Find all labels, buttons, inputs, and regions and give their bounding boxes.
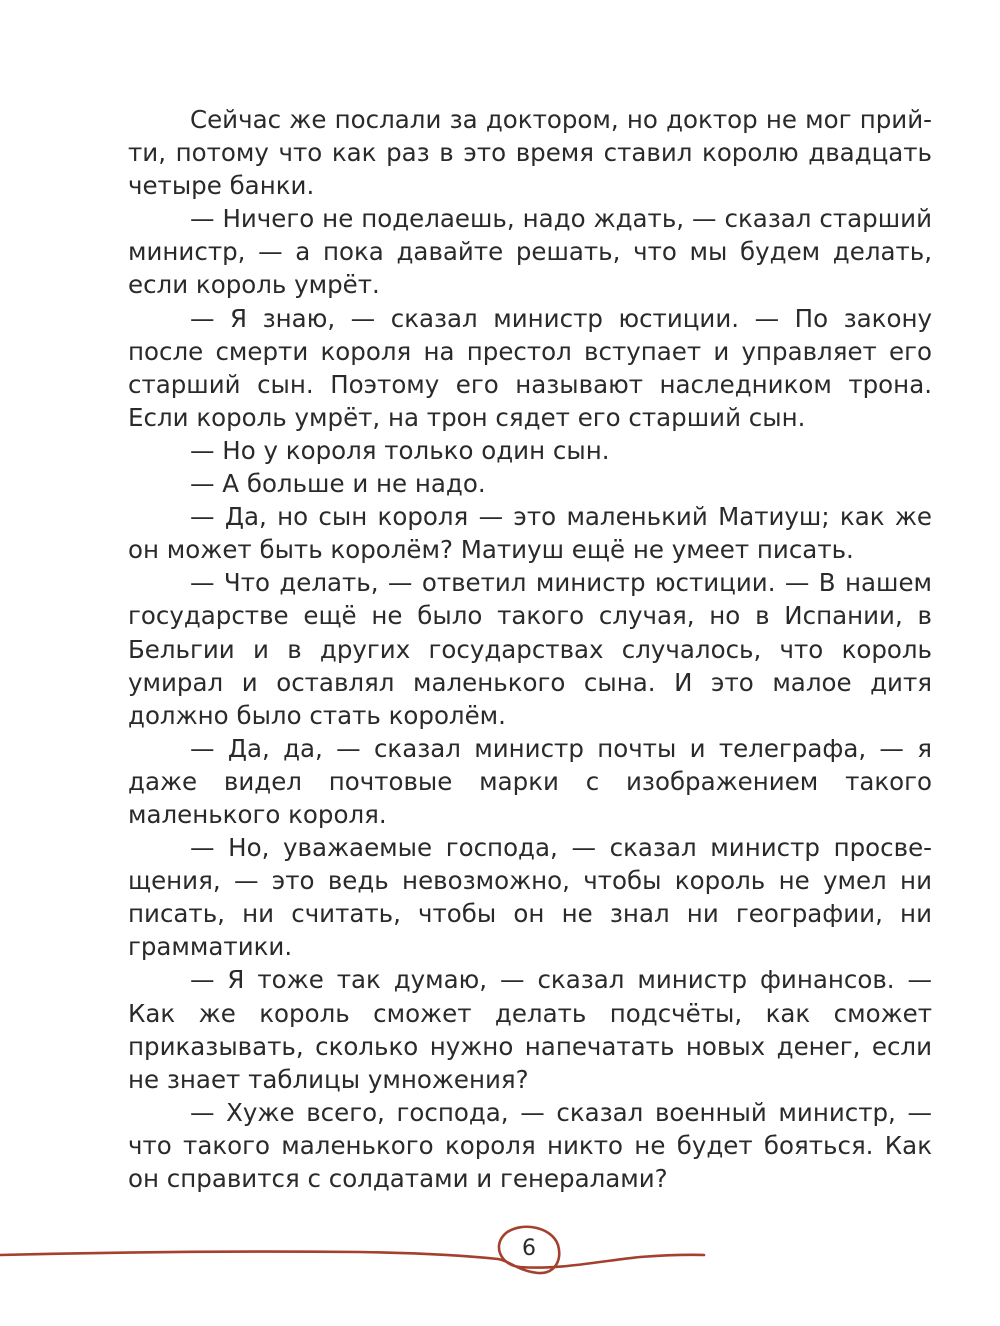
footer-ornament <box>0 1205 1000 1295</box>
paragraph-6: — Да, но сын короля — это маленький Матиуш; как же он может быть королём? Матиуш ещё не умеет писать. <box>128 502 932 565</box>
paragraph-11: — Хуже всего, господа, — сказал военный министр, — что такого маленького короля никто не будет бояться. Как он справится с солдатами и генералами? <box>128 1097 932 1193</box>
page-number: 6 <box>522 1236 536 1261</box>
paragraph-9: — Но, уважаемые господа, — сказал министр просвещения, — это ведь невозможно, чтобы король не умел ни писать, ни считать, чтобы он не знал ни географии, ни грамматики. <box>128 833 932 962</box>
footer-swirl-line <box>0 1227 704 1273</box>
paragraph-1: Сейчас же послали за доктором, но доктор не мог прийти, потому что как раз в это время ставил королю двадцать четыре банки. <box>128 105 932 201</box>
paragraph-10: — Я тоже так думаю, — сказал министр финансов. — Как же король сможет делать подсчёты, как сможет приказывать, сколько нужно напечатать новых денег, если не знает таблицы умножения? <box>128 965 932 1094</box>
paragraph-8: — Да, да, — сказал министр почты и телеграфа, — я даже видел почтовые марки с изображением такого маленького короля. <box>128 733 932 829</box>
paragraph-5: — А больше и не надо. <box>190 469 486 499</box>
paragraph-4: — Но у короля только один сын. <box>190 435 610 465</box>
paragraph-2: — Ничего не поделаешь, надо ждать, — сказал старший министр, — а пока давайте решать, что мы будем делать, если король умрёт. <box>128 204 932 300</box>
paragraph-7: — Что делать, — ответил министр юстиции. — В нашем государстве ещё не было такого случая, но в Испании, в Бельгии и в других государствах случалось, что король умирал и оставлял маленького сына. И это малое дитя должно было стать королём. <box>128 568 932 730</box>
body-text <box>128 103 932 1195</box>
paragraph-3: — Я знаю, — сказал министр юстиции. — По закону после смерти короля на престол вступает и управляет его старший сын. Поэтому его называют наследником трона. Если король умрёт, на трон сядет его старший сын. <box>128 303 932 432</box>
